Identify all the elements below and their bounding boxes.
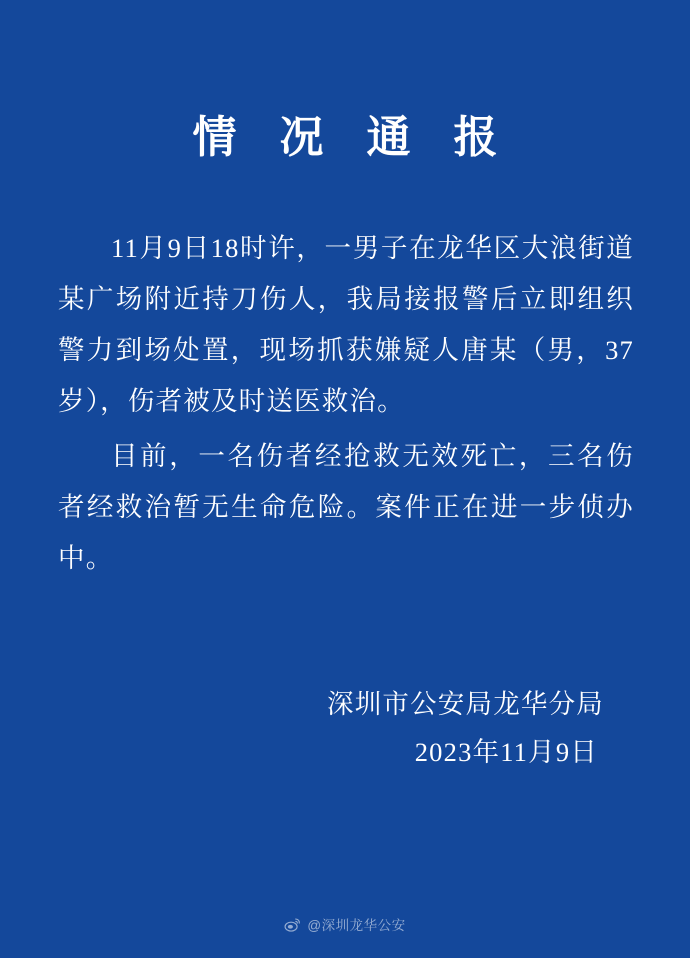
notice-paragraph: 目前，一名伤者经抢救无效死亡，三名伤者经救治暂无生命危险。案件正在进一步侦办中。 bbox=[58, 440, 634, 573]
notice-body bbox=[0, 223, 690, 588]
watermark bbox=[0, 914, 690, 934]
signature-block bbox=[0, 680, 690, 776]
weibo-icon bbox=[284, 916, 301, 933]
signature-issuer: 深圳市公安局龙华分局 bbox=[327, 688, 604, 719]
page-title: 情 况 通 报 bbox=[192, 113, 514, 162]
notice-paragraph: 11月9日18时许，一男子在龙华区大浪街道某广场附近持刀伤人，我局接报警后立即组织警力到场处置，现场抓获嫌疑人唐某（男，37岁），伤者被及时送医救治。 bbox=[58, 232, 634, 416]
watermark-text: @深圳龙华公安 bbox=[307, 918, 406, 933]
signature-date: 2023年11月9日 bbox=[414, 736, 598, 767]
